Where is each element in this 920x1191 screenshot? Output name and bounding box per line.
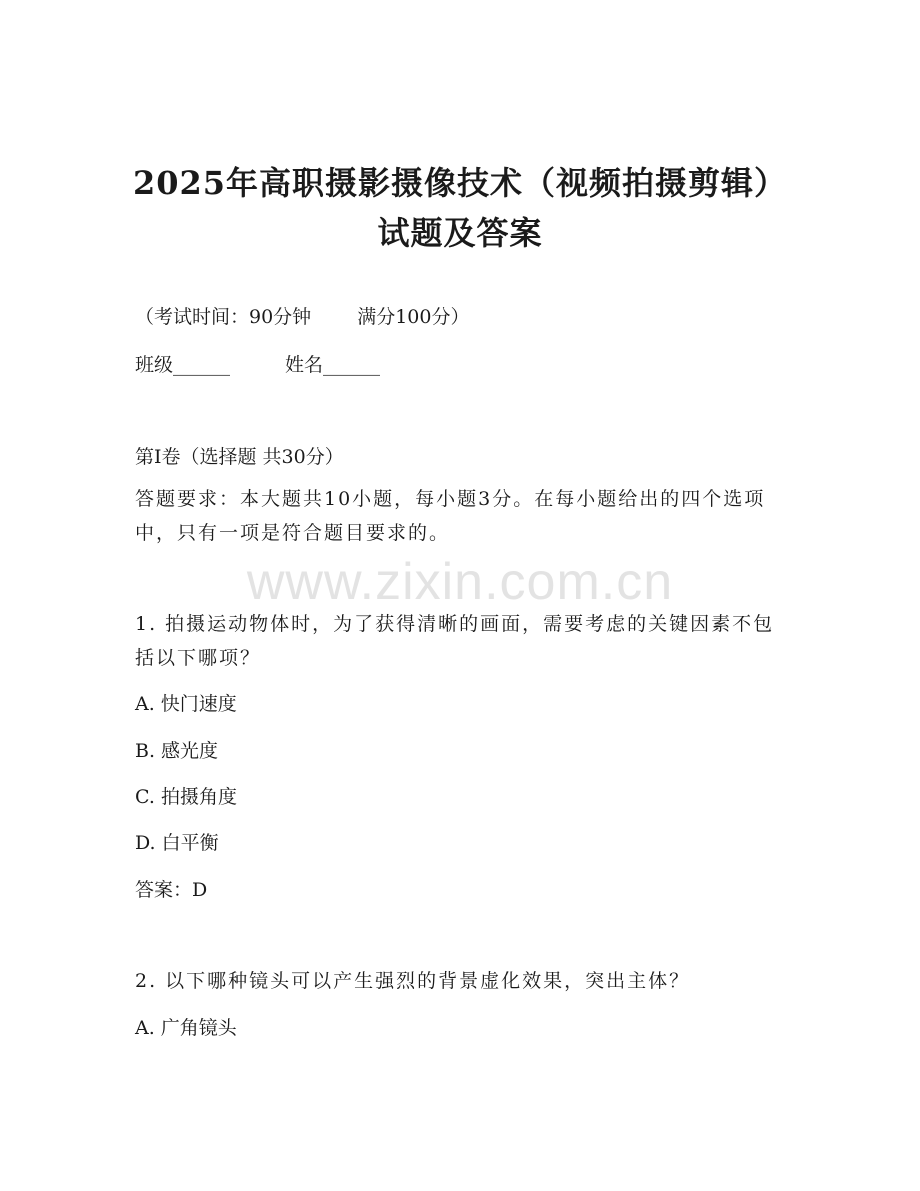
exam-time: （考试时间：90分钟: [135, 306, 312, 328]
question-1-answer: 答案：D: [135, 879, 208, 901]
question-1-option-b: B. 感光度: [135, 740, 219, 762]
question-1-option-d: D. 白平衡: [135, 832, 219, 854]
question-1-stem: 1. 拍摄运动物体时，为了获得清晰的画面，需要考虑的关键因素不包括以下哪项？: [135, 613, 775, 669]
class-field: 班级______: [135, 354, 231, 376]
exam-info: [135, 302, 469, 329]
question-1-option-a: A. 快门速度: [135, 693, 237, 715]
question-2-stem: 2. 以下哪种镜头可以产生强烈的背景虚化效果，突出主体？: [135, 970, 691, 992]
document-title-line2: 试题及答案: [377, 214, 543, 252]
document-title-line1: 2025年高职摄影摄像技术（视频拍摄剪辑）: [132, 164, 788, 202]
question-2-option-a: A. 广角镜头: [135, 1017, 237, 1039]
full-score: 满分100分）: [357, 306, 470, 328]
section-heading: 第I卷（选择题 共30分）: [135, 446, 344, 468]
name-field: 姓名______: [285, 354, 381, 376]
watermark: www.zixin.com.cn: [246, 553, 674, 611]
instructions: 答题要求：本大题共10小题，每小题3分。在每小题给出的四个选项中，只有一项是符合题目要求的。: [135, 488, 766, 544]
student-info: [135, 350, 380, 377]
question-1-option-c: C. 拍摄角度: [135, 786, 237, 808]
